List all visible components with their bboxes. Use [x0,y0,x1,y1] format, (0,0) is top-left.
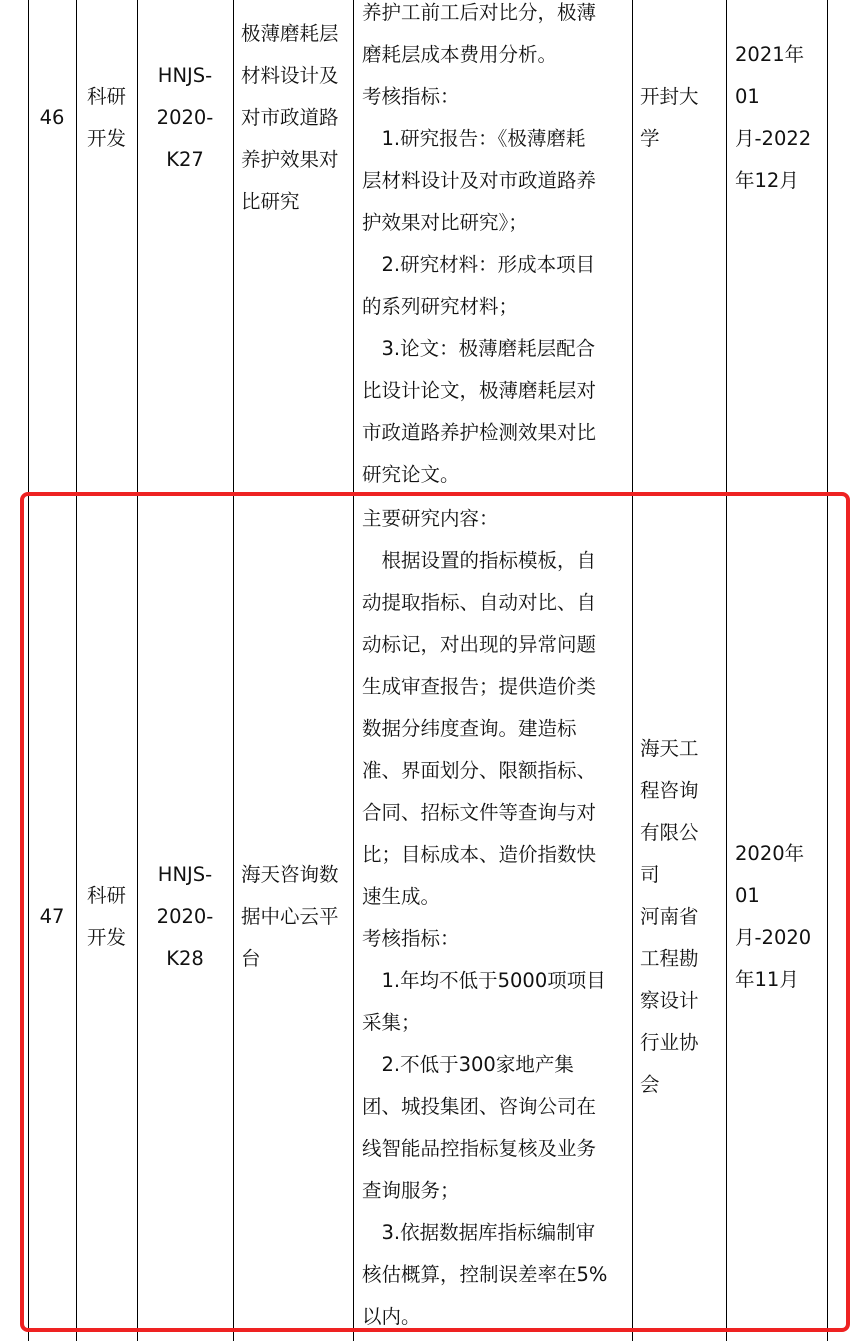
content-line: 合同、招标文件等查询与对 [362,801,597,824]
code-cell [137,55,233,181]
content-line: 以内。 [362,1305,421,1328]
content-line: 养护工前工后对比分，极薄 [362,1,597,24]
content-line: 动标记，对出现的异常问题 [362,633,597,656]
code-line: 2020- [156,106,214,129]
content-line: 主要研究内容： [362,507,499,530]
project-name-line: 比研究 [241,190,300,213]
period-line: 2021年 [735,43,805,66]
unit-line: 海天工 [640,737,699,760]
unit-line: 工程勘 [640,947,699,970]
content-line: 线智能品控指标复核及业务 [362,1137,597,1160]
content-line: 市政道路养护检测效果对比 [362,421,597,444]
unit-line: 行业协 [640,1031,699,1054]
unit-line: 程咨询 [640,779,699,802]
category-line: 开发 [86,127,126,150]
content-line: 1.年均不低于5000项项目 [362,969,606,992]
content-line: 查询服务； [362,1179,460,1202]
project-name-cell [241,13,339,223]
project-name-line: 极薄磨耗层 [241,22,339,45]
project-name-line: 据中心云平 [241,905,339,928]
content-line: 准、界面划分、限额指标、 [362,759,597,782]
row-index: 46 [39,106,65,129]
unit-line: 学 [640,127,660,150]
code-line: HNJS- [157,64,213,87]
code-line: HNJS- [157,863,213,886]
content-line: 核估概算，控制误差率在5% [362,1263,608,1286]
content-line: 生成审查报告；提供造价类 [362,675,597,698]
period-line: 01 [735,884,760,907]
period-line: 月-2020 [735,926,812,949]
content-line: 1.研究报告：《极薄磨耗 [362,127,586,150]
content-line: 采集； [362,1011,421,1034]
project-name-line: 海天咨询数 [241,863,339,886]
code-line: 2020- [156,905,214,928]
content-line: 考核指标： [362,85,460,108]
content-line: 2.不低于300家地产集 [362,1053,574,1076]
content-line: 比；目标成本、造价指数快 [362,843,597,866]
content-line: 速生成。 [362,885,441,908]
content-line: 研究论文。 [362,463,460,486]
row-index: 47 [39,905,65,928]
period-line: 01 [735,85,760,108]
category-line: 开发 [86,926,126,949]
unit-cell [640,76,699,160]
content-line: 层材料设计及对市政道路养 [362,169,597,192]
project-name-line: 养护效果对 [241,148,339,171]
unit-line: 河南省 [640,905,699,928]
content-line: 磨耗层成本费用分析。 [362,43,558,66]
content-line: 团、城投集团、咨询公司在 [362,1095,597,1118]
row-index-cell [28,97,76,139]
code-line: K28 [166,947,204,970]
period-line: 年12月 [735,169,799,192]
content-line: 考核指标： [362,927,460,950]
content-line: 的系列研究材料； [362,295,519,318]
code-line: K27 [166,148,204,171]
category-line: 科研 [86,85,126,108]
project-name-line: 对市政道路 [241,106,339,129]
period-cell [735,34,811,202]
unit-line: 察设计 [640,989,699,1012]
category-cell [76,76,137,160]
content-line: 3.论文：极薄磨耗层配合 [362,337,596,360]
content-line: 根据设置的指标模板，自 [362,549,597,572]
project-name-line: 台 [241,947,261,970]
content-line: 动提取指标、自动对比、自 [362,591,597,614]
category-line: 科研 [86,884,126,907]
period-line: 2020年 [735,842,805,865]
content-line: 护效果对比研究》； [362,211,528,234]
highlight-box [20,492,850,1332]
content-line: 2.研究材料：形成本项目 [362,253,596,276]
unit-line: 司 [640,863,660,886]
period-line: 年11月 [735,968,799,991]
content-line: 3.依据数据库指标编制审 [362,1221,596,1244]
content-line: 比设计论文，极薄磨耗层对 [362,379,597,402]
unit-line: 会 [640,1073,660,1096]
unit-line: 开封大 [640,85,699,108]
unit-line: 有限公 [640,821,699,844]
content-cell [362,0,596,496]
content-line: 数据分纬度查询。建造标 [362,717,577,740]
period-line: 月-2022 [735,127,812,150]
project-name-line: 材料设计及 [241,64,339,87]
